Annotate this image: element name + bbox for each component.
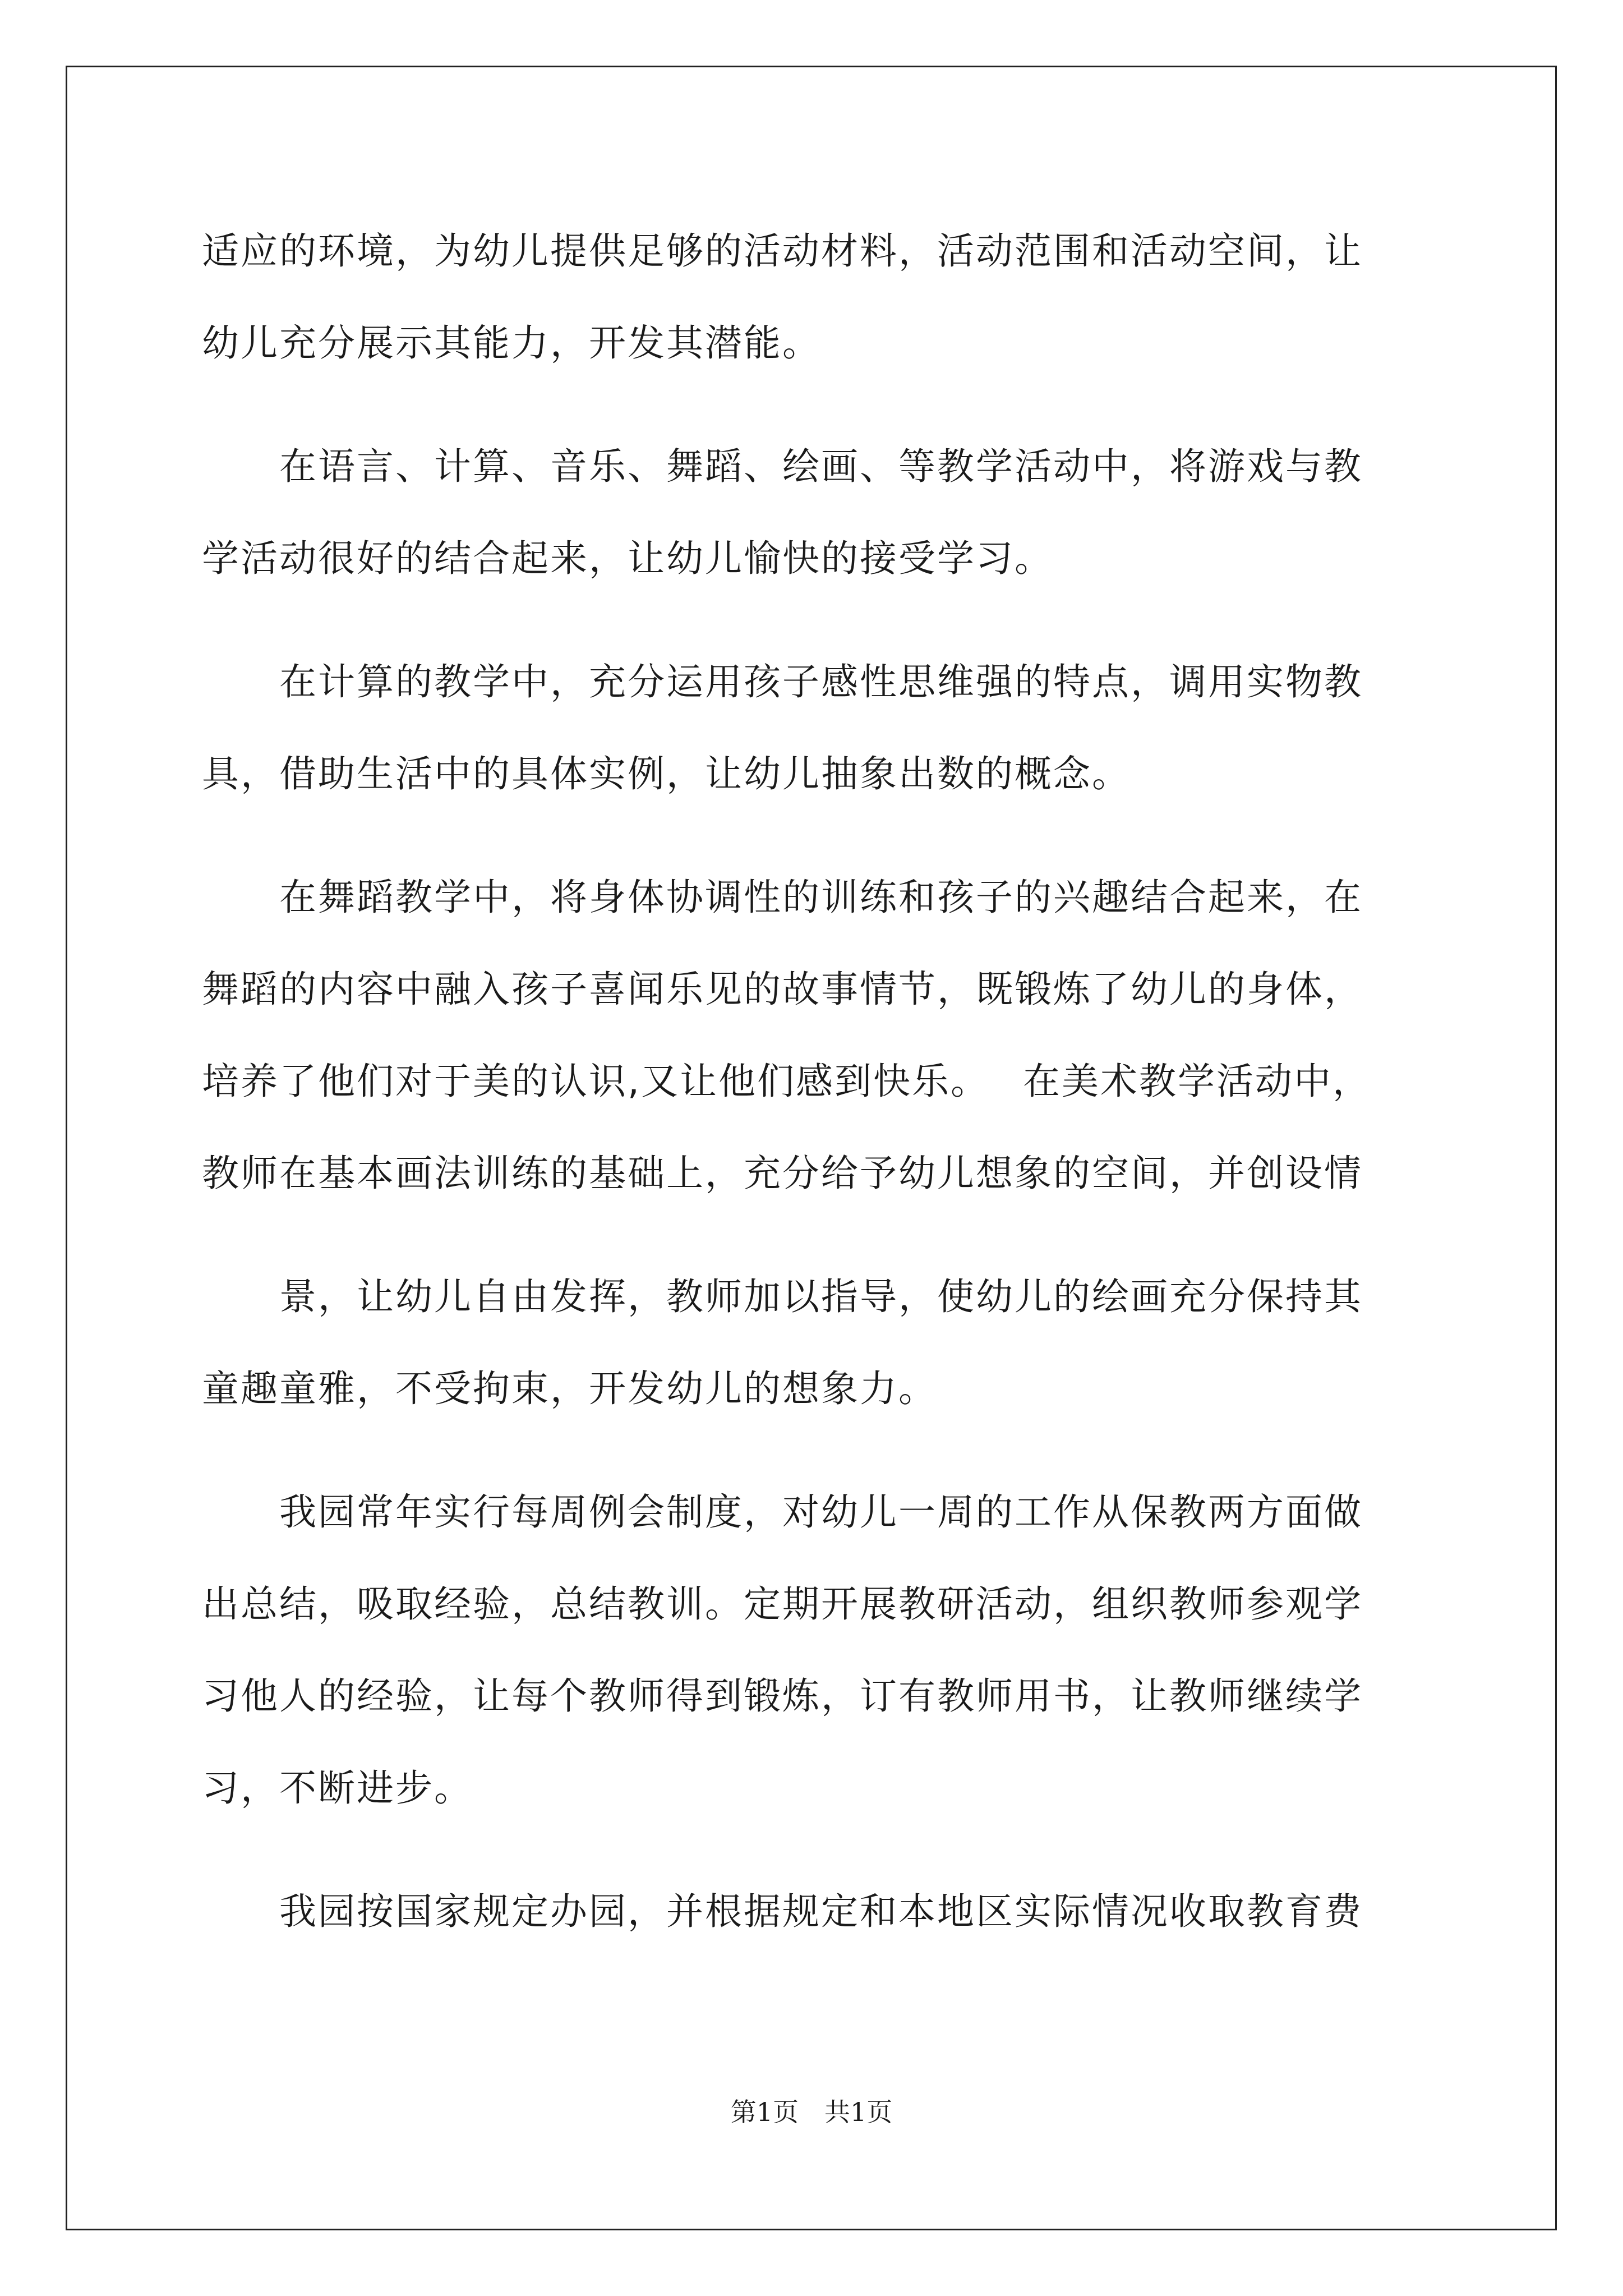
text-line: 学活动很好的结合起来，让幼儿愉快的接受学习。 [202, 537, 1053, 580]
text-line: 在计算的教学中，充分运用孩子感性思维强的特点，调用实物教 [202, 660, 1363, 703]
text-line: 出总结，吸取经验，总结教训。定期开展教研活动，组织教师参观学 [202, 1582, 1363, 1626]
text-line: 教师在基本画法训练的基础上，充分给予幼儿想象的空间，并创设情 [202, 1152, 1363, 1195]
text-line: 在舞蹈教学中，将身体协调性的训练和孩子的兴趣结合起来，在 [202, 876, 1363, 919]
text-line: 习他人的经验，让每个教师得到锻炼，订有教师用书，让教师继续学 [202, 1674, 1363, 1718]
text-line: 习，不断进步。 [202, 1766, 473, 1810]
text-line: 我园按国家规定办园，并根据规定和本地区实际情况收取教育费 [202, 1890, 1363, 1933]
text-line: 培养了他们对于美的认识,又让他们感到快乐。 在美术教学活动中， [202, 1060, 1371, 1103]
text-line: 我园常年实行每周例会制度，对幼儿一周的工作从保教两方面做 [202, 1490, 1363, 1534]
text-line: 适应的环境，为幼儿提供足够的活动材料，活动范围和活动空间，让 [202, 229, 1363, 273]
text-line: 幼儿充分展示其能力，开发其潜能。 [202, 321, 821, 365]
text-line: 舞蹈的内容中融入孩子喜闻乐见的故事情节，既锻炼了幼儿的身体， [202, 968, 1363, 1011]
page-number-footer: 第1页 共1页 [730, 2097, 893, 2127]
text-line: 景，让幼儿自由发挥，教师加以指导，使幼儿的绘画充分保持其 [202, 1275, 1363, 1318]
text-line: 具，借助生活中的具体实例，让幼儿抽象出数的概念。 [202, 752, 1131, 795]
text-line: 在语言、计算、音乐、舞蹈、绘画、等教学活动中，将游戏与教 [202, 445, 1363, 488]
text-line: 童趣童雅，不受拘束，开发幼儿的想象力。 [202, 1367, 937, 1410]
